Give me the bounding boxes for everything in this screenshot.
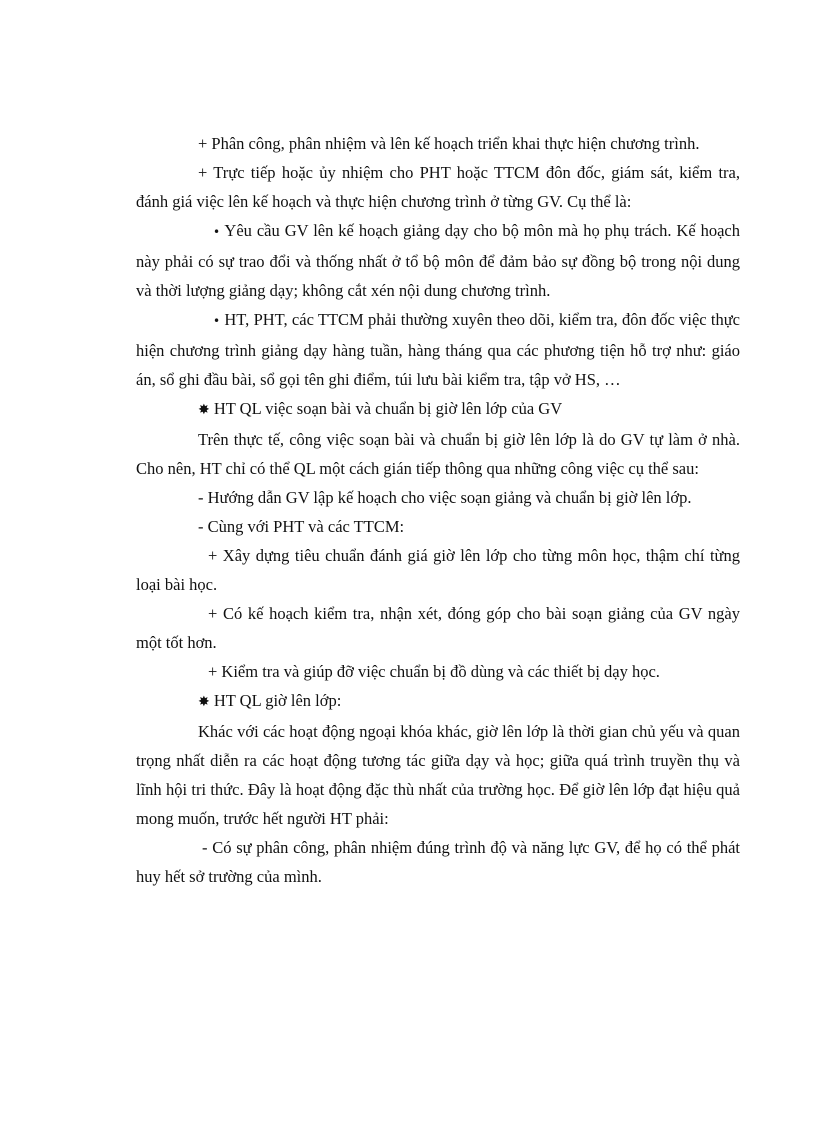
paragraph-text: + Phân công, phân nhiệm và lên kế hoạch triển khai thực hiện chương trình. [198, 134, 700, 153]
section-heading-text: HT QL giờ lên lớp: [213, 691, 342, 710]
paragraph-text: + Kiểm tra và giúp đỡ việc chuẩn bị đồ dùng và các thiết bị dạy học. [208, 662, 660, 681]
paragraph-text: + Xây dựng tiêu chuẩn đánh giá giờ lên lớp cho từng môn học, thậm chí từng loại bài học. [136, 546, 740, 594]
bullet-icon: • [213, 225, 221, 239]
section-heading-text: HT QL việc soạn bài và chuẩn bị giờ lên lớp của GV [213, 399, 563, 418]
paragraph-text: HT, PHT, các TTCM phải thường xuyên theo dõi, kiểm tra, đôn đốc việc thực hiện chương trình giảng dạy hàng tuần, hàng tháng qua các phương tiện hỗ trợ như: giáo án, sổ ghi đầu bài, sổ gọi tên ghi điểm, túi lưu bài kiểm tra, tập vở HS, … [136, 310, 741, 389]
paragraph [136, 717, 740, 833]
star-icon: ✸ [198, 694, 210, 710]
paragraph-text: + Có kế hoạch kiểm tra, nhận xét, đóng góp cho bài soạn giảng của GV ngày một tốt hơn. [136, 604, 740, 652]
paragraph-text: - Có sự phân công, phân nhiệm đúng trình độ và năng lực GV, để họ có thể phát huy hết sở trường của mình. [136, 838, 740, 886]
section-heading [136, 686, 740, 717]
document-body [136, 129, 740, 891]
bullet-paragraph [136, 216, 740, 305]
bullet-paragraph [136, 305, 740, 394]
paragraph-text: - Cùng với PHT và các TTCM: [198, 517, 405, 536]
star-icon: ✸ [198, 402, 210, 418]
plus-item [136, 541, 740, 599]
paragraph [136, 425, 740, 483]
paragraph [136, 158, 740, 216]
paragraph-text: - Hướng dẫn GV lập kế hoạch cho việc soạn giảng và chuẩn bị giờ lên lớp. [198, 488, 692, 507]
bullet-icon: • [213, 314, 221, 328]
paragraph-text: Trên thực tế, công việc soạn bài và chuẩn bị giờ lên lớp là do GV tự làm ở nhà. Cho nên, HT chỉ có thể QL một cách gián tiếp thông qua những công việc cụ thể sau: [136, 430, 740, 478]
paragraph-text: + Trực tiếp hoặc ủy nhiệm cho PHT hoặc TTCM đôn đốc, giám sát, kiểm tra, đánh giá việc lên kế hoạch và thực hiện chương trình ở từng GV. Cụ thể là: [136, 163, 740, 211]
dash-item [136, 833, 740, 891]
dash-item [136, 512, 740, 541]
plus-item [136, 657, 740, 686]
paragraph-text: Khác với các hoạt động ngoại khóa khác, giờ lên lớp là thời gian chủ yếu và quan trọng nhất diễn ra các hoạt động tương tác giữa dạy và học; giữa quá trình truyền thụ và lĩnh hội tri thức. Đây là hoạt động đặc thù nhất của trường học. Để giờ lên lớp đạt hiệu quả mong muốn, trước hết người HT phải: [136, 722, 740, 828]
section-heading [136, 394, 740, 425]
dash-item [136, 483, 740, 512]
plus-item [136, 599, 740, 657]
paragraph-text: Yêu cầu GV lên kế hoạch giảng dạy cho bộ môn mà họ phụ trách. Kế hoạch này phải có sự trao đổi và thống nhất ở tổ bộ môn để đảm bảo sự đồng bộ trong nội dung và thời lượng giảng dạy; không cắt xén nội dung chương trình. [136, 221, 740, 300]
paragraph [136, 129, 740, 158]
